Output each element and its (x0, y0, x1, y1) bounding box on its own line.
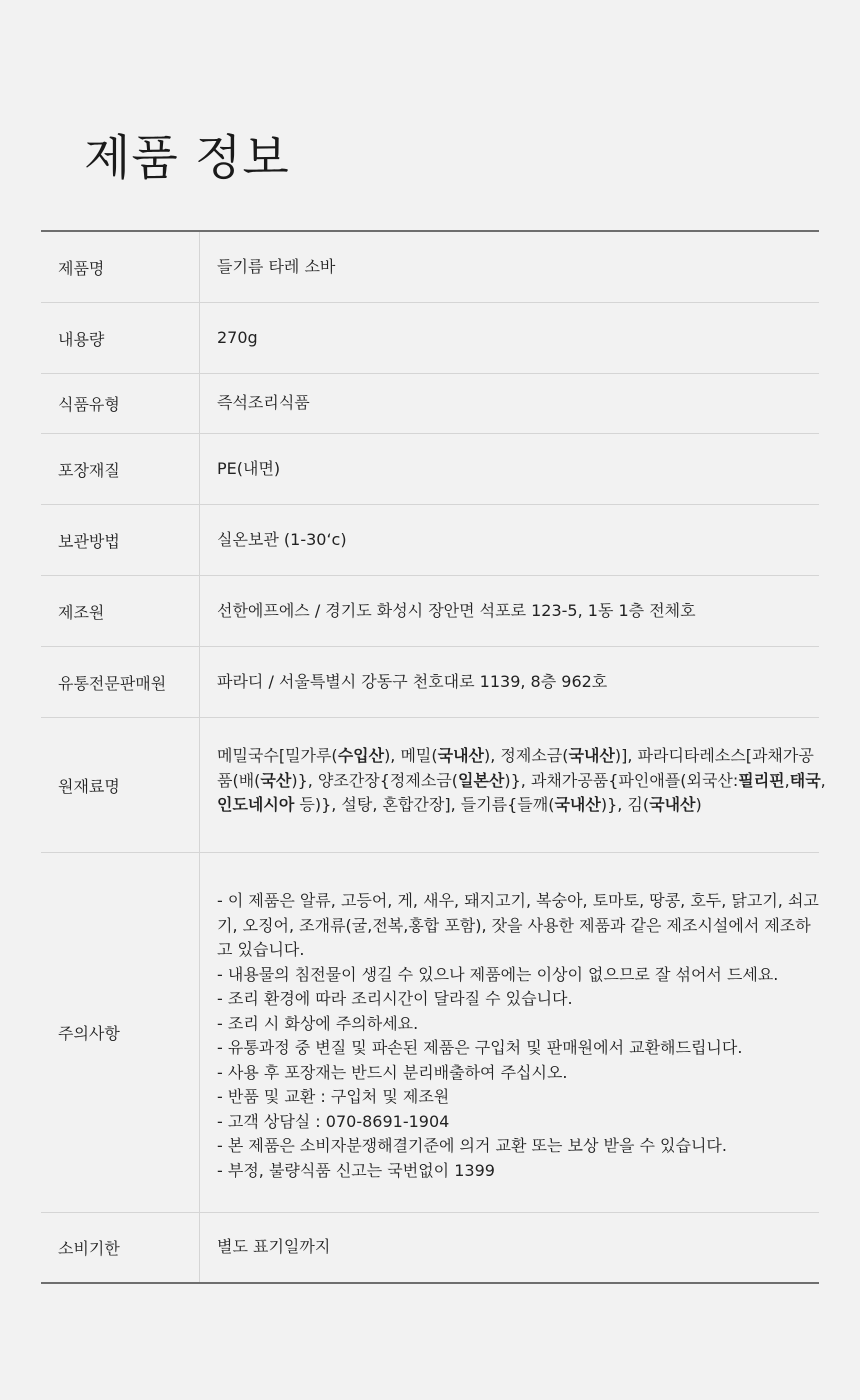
precaution-line: - 이 제품은 알류, 고등어, 게, 새우, 돼지고기, 복숭아, 토마토, 땅콩, 호두, 닭고기, 쇠고 (217, 891, 819, 910)
product-info-table (41, 230, 826, 1284)
precautions-list (200, 853, 837, 1212)
row-label: 제조원 (41, 576, 200, 646)
text-segment: 품(배( (217, 770, 261, 790)
precaution-line: - 반품 및 교환 : 구입처 및 제조원 (217, 1087, 450, 1106)
text-segment: , (784, 770, 790, 790)
row-value: 즉석조리식품 (217, 393, 310, 413)
text-segment: 등)}, 설탕, 혼합간장], 들기름{들깨( (294, 795, 555, 814)
precaution-line: - 조리 시 화상에 주의하세요. (217, 1013, 419, 1033)
origin-bold: 수입산 (337, 746, 385, 765)
text-segment: 메밀국수[밀가루( (217, 746, 338, 765)
ingredients-text (200, 718, 844, 852)
row-value: 실온보관 (1-30‘c) (217, 529, 347, 549)
text-segment: )}, 과채가공품{파인애플(외국산: (504, 770, 739, 790)
row-label: 원재료명 (41, 718, 200, 852)
row-label: 식품유형 (41, 374, 200, 433)
precaution-line: - 유통과정 중 변질 및 파손된 제품은 구입처 및 판매원에서 교환해드립니다. (217, 1038, 743, 1057)
row-value: 별도 표기일까지 (217, 1237, 331, 1257)
row-label: 보관방법 (41, 505, 200, 575)
table-row-product-name (41, 232, 819, 303)
origin-bold: 국산 (260, 770, 292, 790)
origin-bold: 인도네시아 (217, 795, 295, 814)
precaution-line: - 고객 상담실 : 070-8691-1904 (217, 1111, 450, 1131)
row-value: 파라디 / 서울특별시 강동구 천호대로 1139, 8층 962호 (217, 671, 608, 691)
text-segment: ) (695, 795, 702, 814)
row-value: 270g (217, 327, 258, 347)
row-label: 제품명 (41, 232, 200, 302)
table-row-distributor (41, 647, 819, 718)
text-segment: )], 파라디타레소스[과채가공 (614, 746, 814, 765)
text-segment: , (820, 770, 826, 790)
precaution-line: - 사용 후 포장재는 반드시 분리배출하여 주십시오. (217, 1062, 568, 1082)
origin-bold: 국내산 (568, 746, 615, 765)
precaution-line: - 내용물의 침전물이 생길 수 있으나 제품에는 이상이 없으므로 잘 섞어서 드세요. (217, 964, 779, 984)
table-row-expiry (41, 1213, 819, 1282)
origin-bold: 국내산 (649, 795, 696, 814)
ingredients-line (217, 744, 826, 769)
row-label: 주의사항 (41, 853, 200, 1212)
row-label: 내용량 (41, 303, 200, 373)
row-value: 들기름 타레 소바 (217, 256, 336, 276)
table-row-storage (41, 505, 819, 576)
table-row-precautions (41, 853, 819, 1213)
precaution-line: 고 있습니다. (217, 940, 305, 959)
precaution-line: - 부정, 불량식품 신고는 국번없이 1399 (217, 1160, 495, 1180)
origin-bold: 일본산 (458, 770, 505, 790)
ingredients-line (217, 793, 826, 818)
table-row-content-amount (41, 303, 819, 374)
row-label: 포장재질 (41, 434, 200, 504)
row-value: PE(내면) (217, 458, 281, 478)
text-segment: )}, 김( (600, 795, 650, 814)
precaution-line: - 조리 환경에 따라 조리시간이 달라질 수 있습니다. (217, 989, 573, 1008)
text-segment: ), 메밀( (384, 746, 438, 765)
origin-bold: 태국 (789, 770, 821, 790)
row-label: 유통전문판매원 (41, 647, 200, 717)
precaution-line: - 본 제품은 소비자분쟁해결기준에 의거 교환 또는 보상 받을 수 있습니다. (217, 1136, 727, 1155)
row-label: 소비기한 (41, 1213, 200, 1282)
table-row-packaging (41, 434, 819, 505)
row-value: 선한에프에스 / 경기도 화성시 장안면 석포로 123-5, 1동 1층 전체호 (217, 600, 696, 620)
page-title: 제품 정보 (84, 130, 290, 186)
table-row-ingredients (41, 718, 826, 853)
table-row-food-type (41, 374, 819, 434)
ingredients-line (217, 769, 826, 794)
origin-bold: 필리핀 (738, 770, 785, 790)
table-row-manufacturer (41, 576, 819, 647)
text-segment: )}, 양조간장{정제소금( (291, 770, 458, 790)
text-segment: ), 정제소금( (484, 746, 569, 765)
origin-bold: 국내산 (437, 746, 485, 765)
origin-bold: 국내산 (554, 795, 601, 814)
precaution-line: 기, 오징어, 조개류(굴,전복,홍합 포함), 잣을 사용한 제품과 같은 제조시설에서 제조하 (217, 915, 811, 935)
